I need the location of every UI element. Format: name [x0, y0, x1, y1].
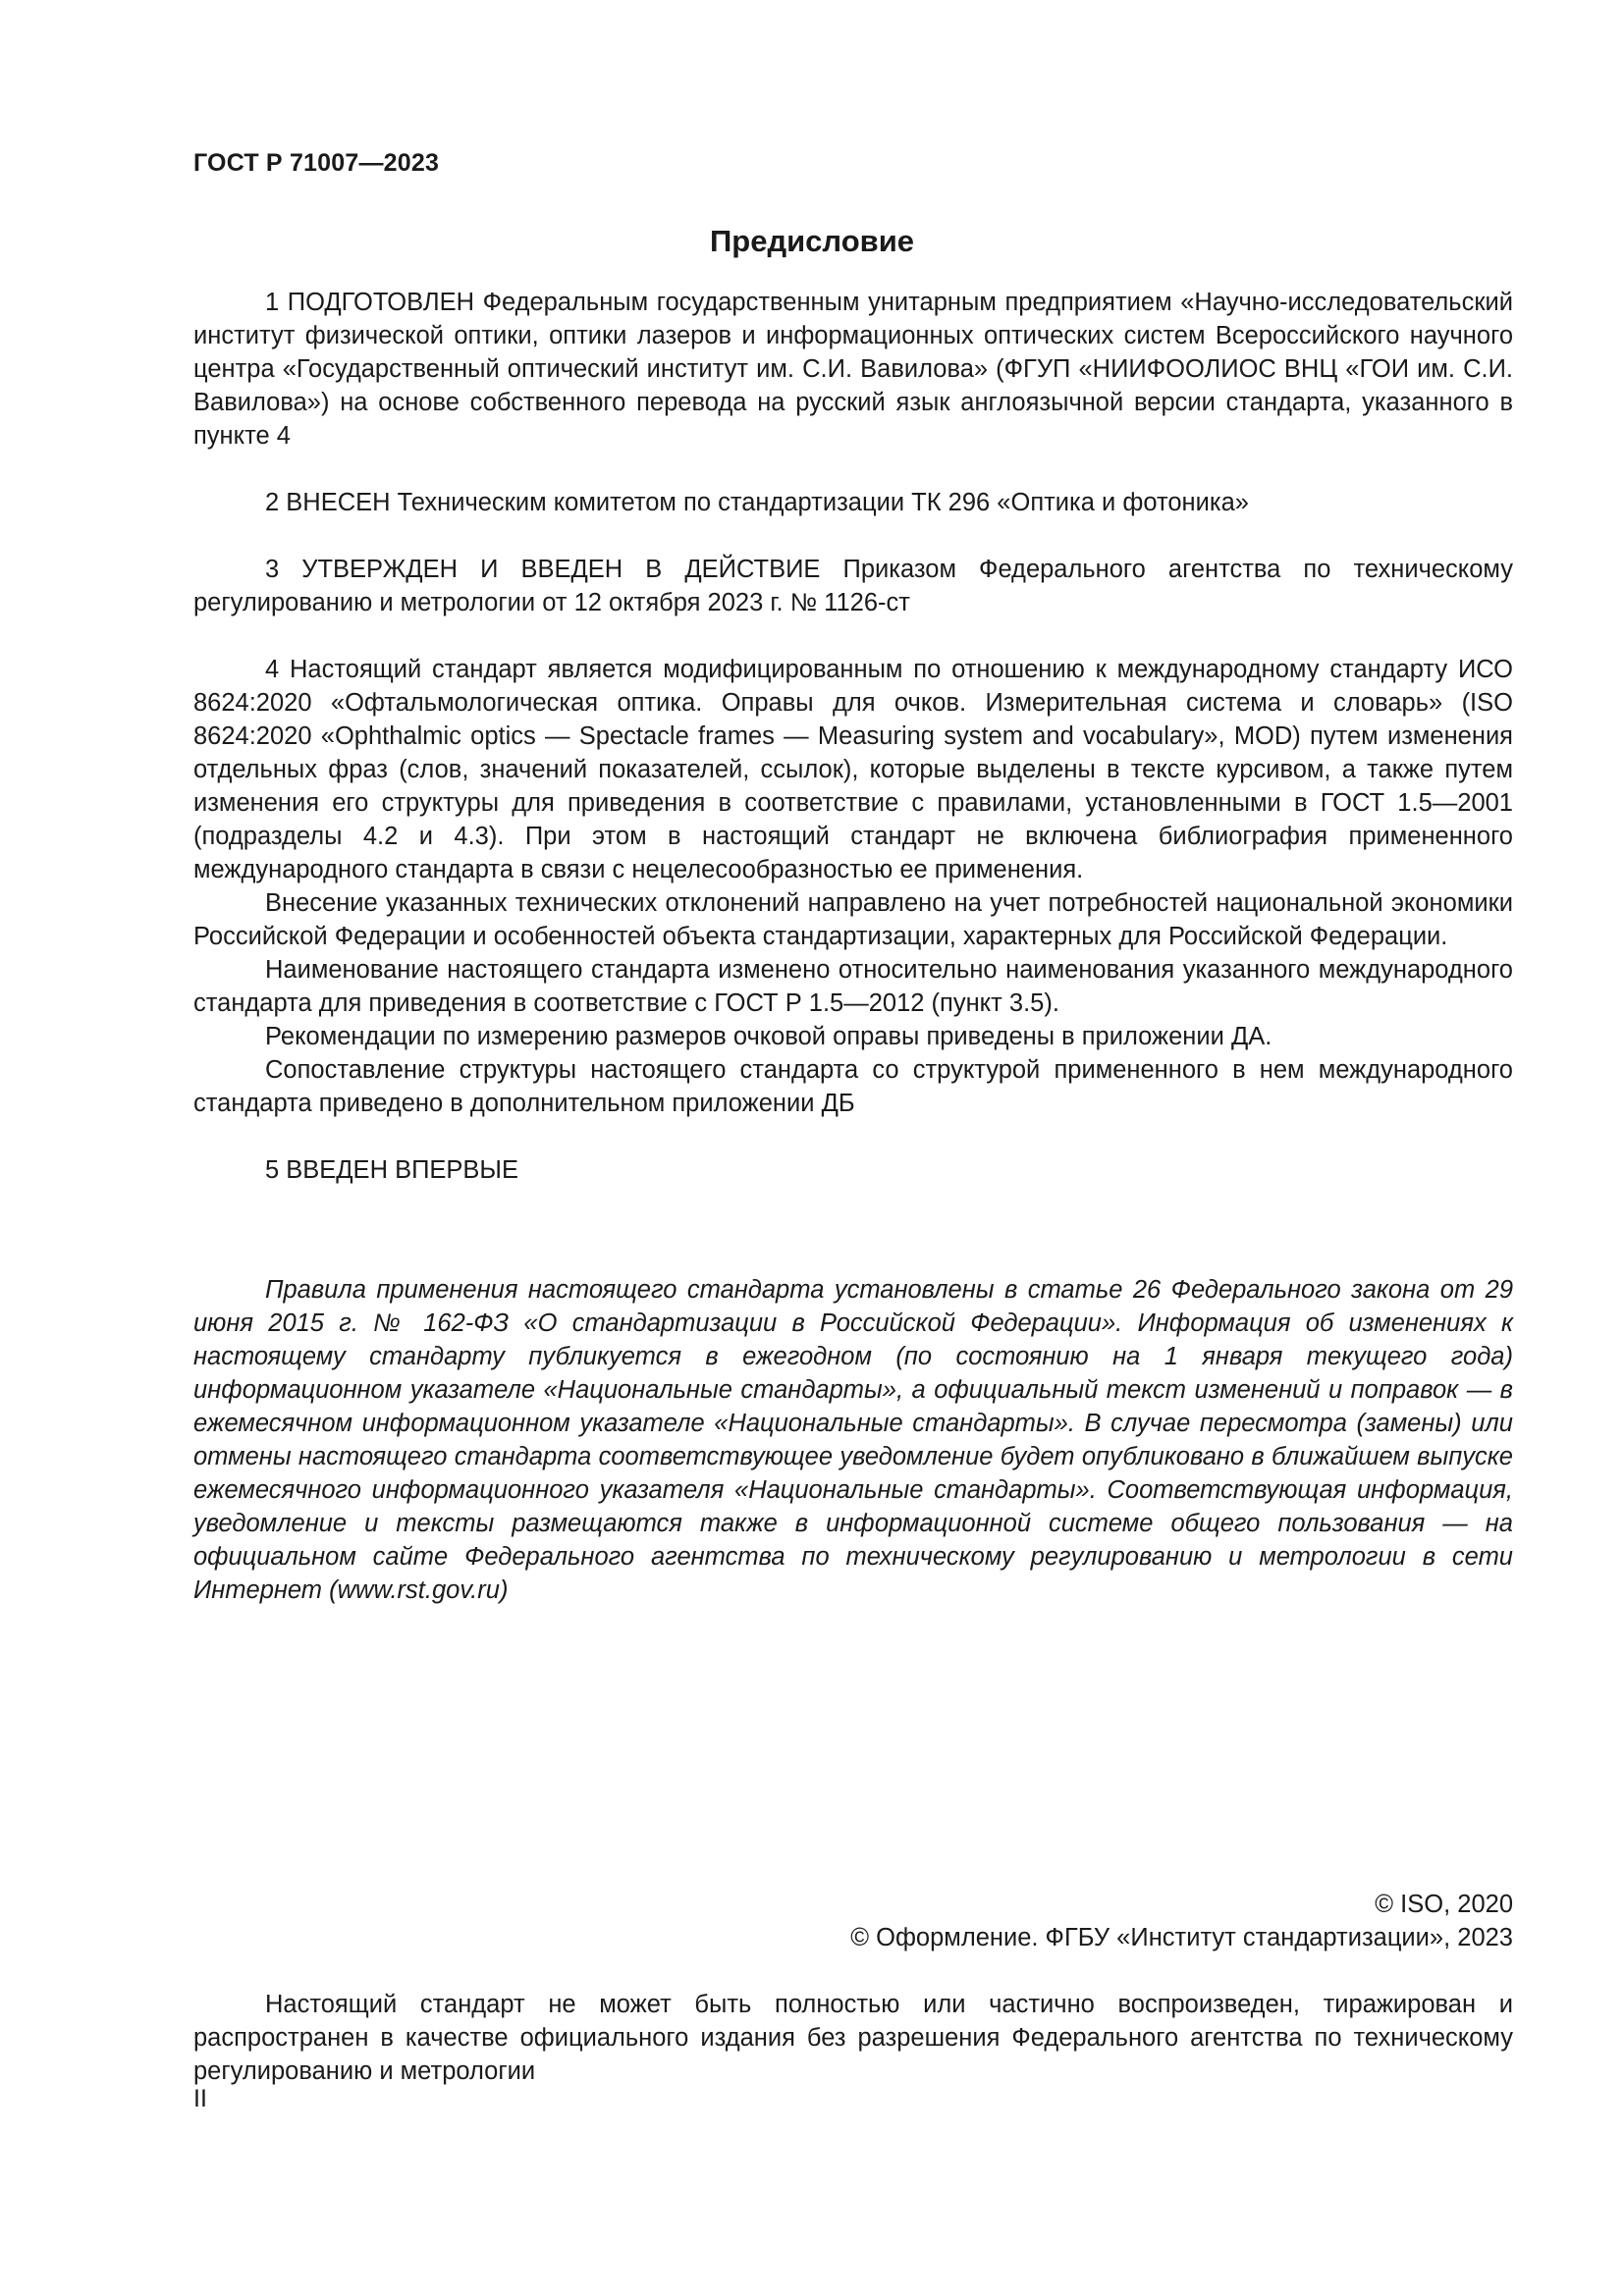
paragraph-modified: 4 Настоящий стандарт является модифицированным по отношению к международному стандарту ИСО 8624:2020 «Офтальмологическая оптика. Оправы для очков. Измерительная система и словарь» (ISO 8624:2020 «Ophthalmic optics — Spectacle frames — Measuring system and vocabulary», MOD) путем изменения отдельных фраз (слов, значений показателей, ссылок), которые выделены в тексте курсивом, а также путем изменения его структуры для приведения в соответствие с правилами, установленными в ГОСТ 1.5—2001 (подразделы 4.2 и 4.3). При этом в настоящий стандарт не включена библиография примененного международного стандарта в связи с нецелесообразностью ее применения. [193, 656, 1513, 883]
paragraph-deviations: Внесение указанных технических отклонений направлено на учет потребностей национальной экономики Российской Федерации и особенностей объекта стандартизации, характерных для Российской Федерации. [193, 889, 1513, 950]
page-title: Предисловие [709, 224, 914, 258]
page-number: II [193, 2085, 207, 2112]
copyright-iso: © ISO, 2020 [1375, 1891, 1513, 1918]
copyright-design: © Оформление. ФГБУ «Институт стандартизации», 2023 [850, 1924, 1513, 1951]
document-id: ГОСТ Р 71007—2023 [193, 149, 440, 177]
paragraph-structure-comparison: Сопоставление структуры настоящего стандарта со структурой примененного в нем международного стандарта приведено в дополнительном приложении ДБ [193, 1056, 1513, 1117]
copyright-block [850, 1888, 1513, 1954]
paragraph-recommendations: Рекомендации по измерению размеров очковой оправы приведены в приложении ДА. [265, 1023, 1272, 1050]
paragraph-approved: 3 УТВЕРЖДЕН И ВВЕДЕН В ДЕЙСТВИЕ Приказом Федерального агентства по техническому регулированию и метрологии от 12 октября 2023 г. № 1126-ст [193, 556, 1513, 616]
reproduction-notice: Настоящий стандарт не может быть полностью или частично воспроизведен, тиражирован и распространен в качестве официального издания без разрешения Федерального агентства по техническому регулированию и метрологии [193, 1991, 1513, 2085]
paragraph-name-change: Наименование настоящего стандарта изменено относительно наименования указанного международного стандарта для приведения в соответствие с ГОСТ Р 1.5—2012 (пункт 3.5). [193, 956, 1513, 1017]
application-rules-notice: Правила применения настоящего стандарта установлены в статье 26 Федерального закона от 29 июня 2015 г. № 162-ФЗ «О стандартизации в Российской Федерации». Информация об изменениях к настоящему стандарту публикуется в ежегодном (по состоянию на 1 января текущего года) информационном указателе «Национальные стандарты», а официальный текст изменений и поправок — в ежемесячном информационном указателе «Национальные стандарты». В случае пересмотра (замены) или отмены настоящего стандарта соответствующее уведомление будет опубликовано в ближайшем выпуске ежемесячного информационного указателя «Национальные стандарты». Соответствующая информация, уведомление и тексты размещаются также в информационной системе общего пользования — на официальном сайте Федерального агентства по техническому регулированию и метрологии в сети Интернет (www.rst.gov.ru) [193, 1276, 1513, 1604]
paragraph-first-introduced: 5 ВВЕДЕН ВПЕРВЫЕ [265, 1156, 519, 1184]
paragraph-prepared: 1 ПОДГОТОВЛЕН Федеральным государственным унитарным предприятием «Научно-исследовательский институт физической оптики, оптики лазеров и информационных оптических систем Всероссийского научного центра «Государственный оптический институт им. С.И. Вавилова» (ФГУП «НИИФООЛИОС ВНЦ «ГОИ им. С.И. Вавилова») на основе собственного перевода на русский язык англоязычной версии стандарта, указанного в пункте 4 [193, 289, 1513, 450]
foreword-body [193, 286, 1513, 1187]
paragraph-introduced: 2 ВНЕСЕН Техническим комитетом по стандартизации ТК 296 «Оптика и фотоника» [265, 489, 1249, 516]
